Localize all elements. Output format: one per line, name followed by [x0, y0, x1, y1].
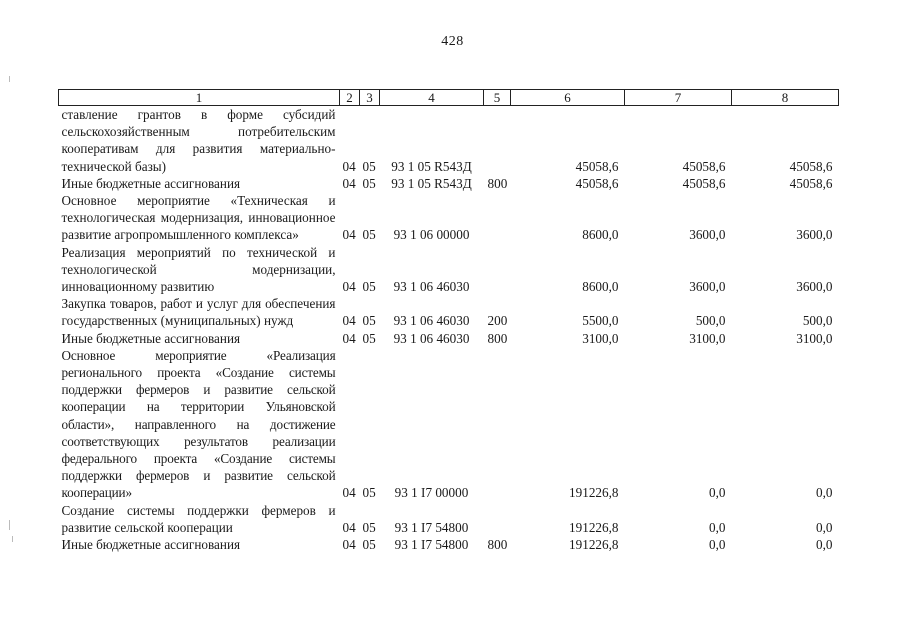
row-target-article: 93 1 05 R543Д	[391, 175, 472, 191]
row-name: Основное мероприятие «Реализация регионального проекта «Создание системы поддержки фермеров и развитие сельской кооперации на территории Ульяновской области», направленного на достижение соответствующих результатов реализации федерального проекта «Создание системы поддержки фермеров и развитие сельской кооперации»	[61, 347, 336, 501]
row-name: Создание системы поддержки фермеров и развитие сельской кооперации	[61, 502, 336, 535]
table-body	[59, 106, 839, 554]
row-expense-type: 800	[487, 330, 508, 346]
row-amount-year2: 0,0	[709, 537, 726, 553]
row-subsection: 05	[362, 537, 376, 553]
row-amount-year2: 0,0	[709, 519, 726, 535]
row-amount-year2: 500,0	[695, 313, 726, 329]
row-amount-year3: 0,0	[816, 485, 833, 501]
table-row	[59, 295, 839, 329]
row-section: 04	[342, 279, 356, 295]
row-amount-year1: 8600,0	[582, 227, 619, 243]
row-expense-type: 800	[487, 537, 508, 553]
row-target-article: 93 1 06 46030	[393, 330, 470, 346]
table-row	[59, 502, 839, 536]
scan-artifact	[9, 520, 10, 530]
row-amount-year3: 0,0	[816, 519, 833, 535]
row-expense-type	[484, 347, 511, 502]
row-amount-year3: 45058,6	[789, 175, 833, 191]
row-expense-type: 800	[487, 175, 508, 191]
scan-artifact	[12, 536, 13, 542]
row-amount-year2: 3600,0	[689, 227, 726, 243]
row-amount-year2: 45058,6	[682, 158, 726, 174]
header-col-3: 3	[360, 90, 380, 106]
row-amount-year2: 45058,6	[682, 175, 726, 191]
row-amount-year1: 8600,0	[582, 279, 619, 295]
row-amount-year2: 3600,0	[689, 279, 726, 295]
row-target-article: 93 1 06 46030	[393, 313, 470, 329]
table-row	[59, 192, 839, 244]
header-col-1: 1	[59, 90, 340, 106]
header-col-4: 4	[380, 90, 484, 106]
row-amount-year1: 45058,6	[575, 158, 619, 174]
row-amount-year3: 3600,0	[796, 227, 833, 243]
row-amount-year3: 3600,0	[796, 279, 833, 295]
row-expense-type	[484, 244, 511, 296]
row-expense-type	[484, 192, 511, 244]
row-name: Иные бюджетные ассигнования	[61, 330, 241, 346]
row-section: 04	[342, 227, 356, 243]
row-section: 04	[342, 519, 356, 535]
row-expense-type	[484, 502, 511, 536]
row-target-article: 93 1 05 R543Д	[391, 158, 472, 174]
row-section: 04	[342, 175, 356, 191]
table-row	[59, 536, 839, 553]
table-row	[59, 347, 839, 502]
row-target-article: 93 1 I7 54800	[394, 519, 469, 535]
table-row	[59, 244, 839, 296]
row-name: Реализация мероприятий по технической и технологической модернизации, инновационному развитию	[61, 244, 336, 295]
row-section: 04	[342, 330, 356, 346]
header-col-8: 8	[732, 90, 839, 106]
header-col-2: 2	[340, 90, 360, 106]
row-subsection: 05	[362, 227, 376, 243]
row-subsection: 05	[362, 175, 376, 191]
row-subsection: 05	[362, 330, 376, 346]
budget-table	[58, 89, 839, 553]
row-name: Иные бюджетные ассигнования	[61, 537, 241, 553]
row-amount-year3: 0,0	[816, 537, 833, 553]
row-name: Основное мероприятие «Техническая и технологическая модернизация, инновационное развитие агропромышленного комплекса»	[61, 193, 336, 243]
header-col-7: 7	[625, 90, 732, 106]
header-col-6: 6	[511, 90, 625, 106]
table-row	[59, 330, 839, 347]
row-target-article: 93 1 06 00000	[393, 227, 470, 243]
row-amount-year3: 500,0	[802, 313, 833, 329]
row-section: 04	[342, 158, 356, 174]
row-expense-type: 200	[487, 313, 508, 329]
row-target-article: 93 1 I7 00000	[394, 485, 469, 501]
header-col-5: 5	[484, 90, 511, 106]
row-subsection: 05	[362, 158, 376, 174]
table-row	[59, 106, 839, 175]
row-target-article: 93 1 06 46030	[393, 279, 470, 295]
scan-artifact	[9, 76, 10, 82]
row-amount-year1: 45058,6	[575, 175, 619, 191]
row-amount-year1: 5500,0	[582, 313, 619, 329]
row-name: Иные бюджетные ассигнования	[61, 175, 241, 191]
row-subsection: 05	[362, 519, 376, 535]
row-name: ставление грантов в форме субсидий сельскохозяйственным потребительским кооперативам для развития материально-технической базы)	[61, 107, 336, 174]
row-section: 04	[342, 313, 356, 329]
header-row	[59, 90, 839, 106]
row-subsection: 05	[362, 313, 376, 329]
page-number: 428	[441, 34, 464, 49]
row-target-article: 93 1 I7 54800	[394, 537, 469, 553]
row-amount-year3: 3100,0	[796, 330, 833, 346]
table-row	[59, 175, 839, 192]
row-amount-year1: 191226,8	[569, 537, 619, 553]
row-section: 04	[342, 537, 356, 553]
row-expense-type	[484, 106, 511, 175]
row-amount-year2: 0,0	[709, 485, 726, 501]
row-subsection: 05	[362, 485, 376, 501]
row-amount-year1: 191226,8	[569, 519, 619, 535]
table-header	[59, 90, 839, 106]
row-section: 04	[342, 485, 356, 501]
row-amount-year2: 3100,0	[689, 330, 726, 346]
row-name: Закупка товаров, работ и услуг для обеспечения государственных (муниципальных) нужд	[61, 296, 336, 329]
row-amount-year1: 3100,0	[582, 330, 619, 346]
row-amount-year1: 191226,8	[569, 485, 619, 501]
row-amount-year3: 45058,6	[789, 158, 833, 174]
row-subsection: 05	[362, 279, 376, 295]
